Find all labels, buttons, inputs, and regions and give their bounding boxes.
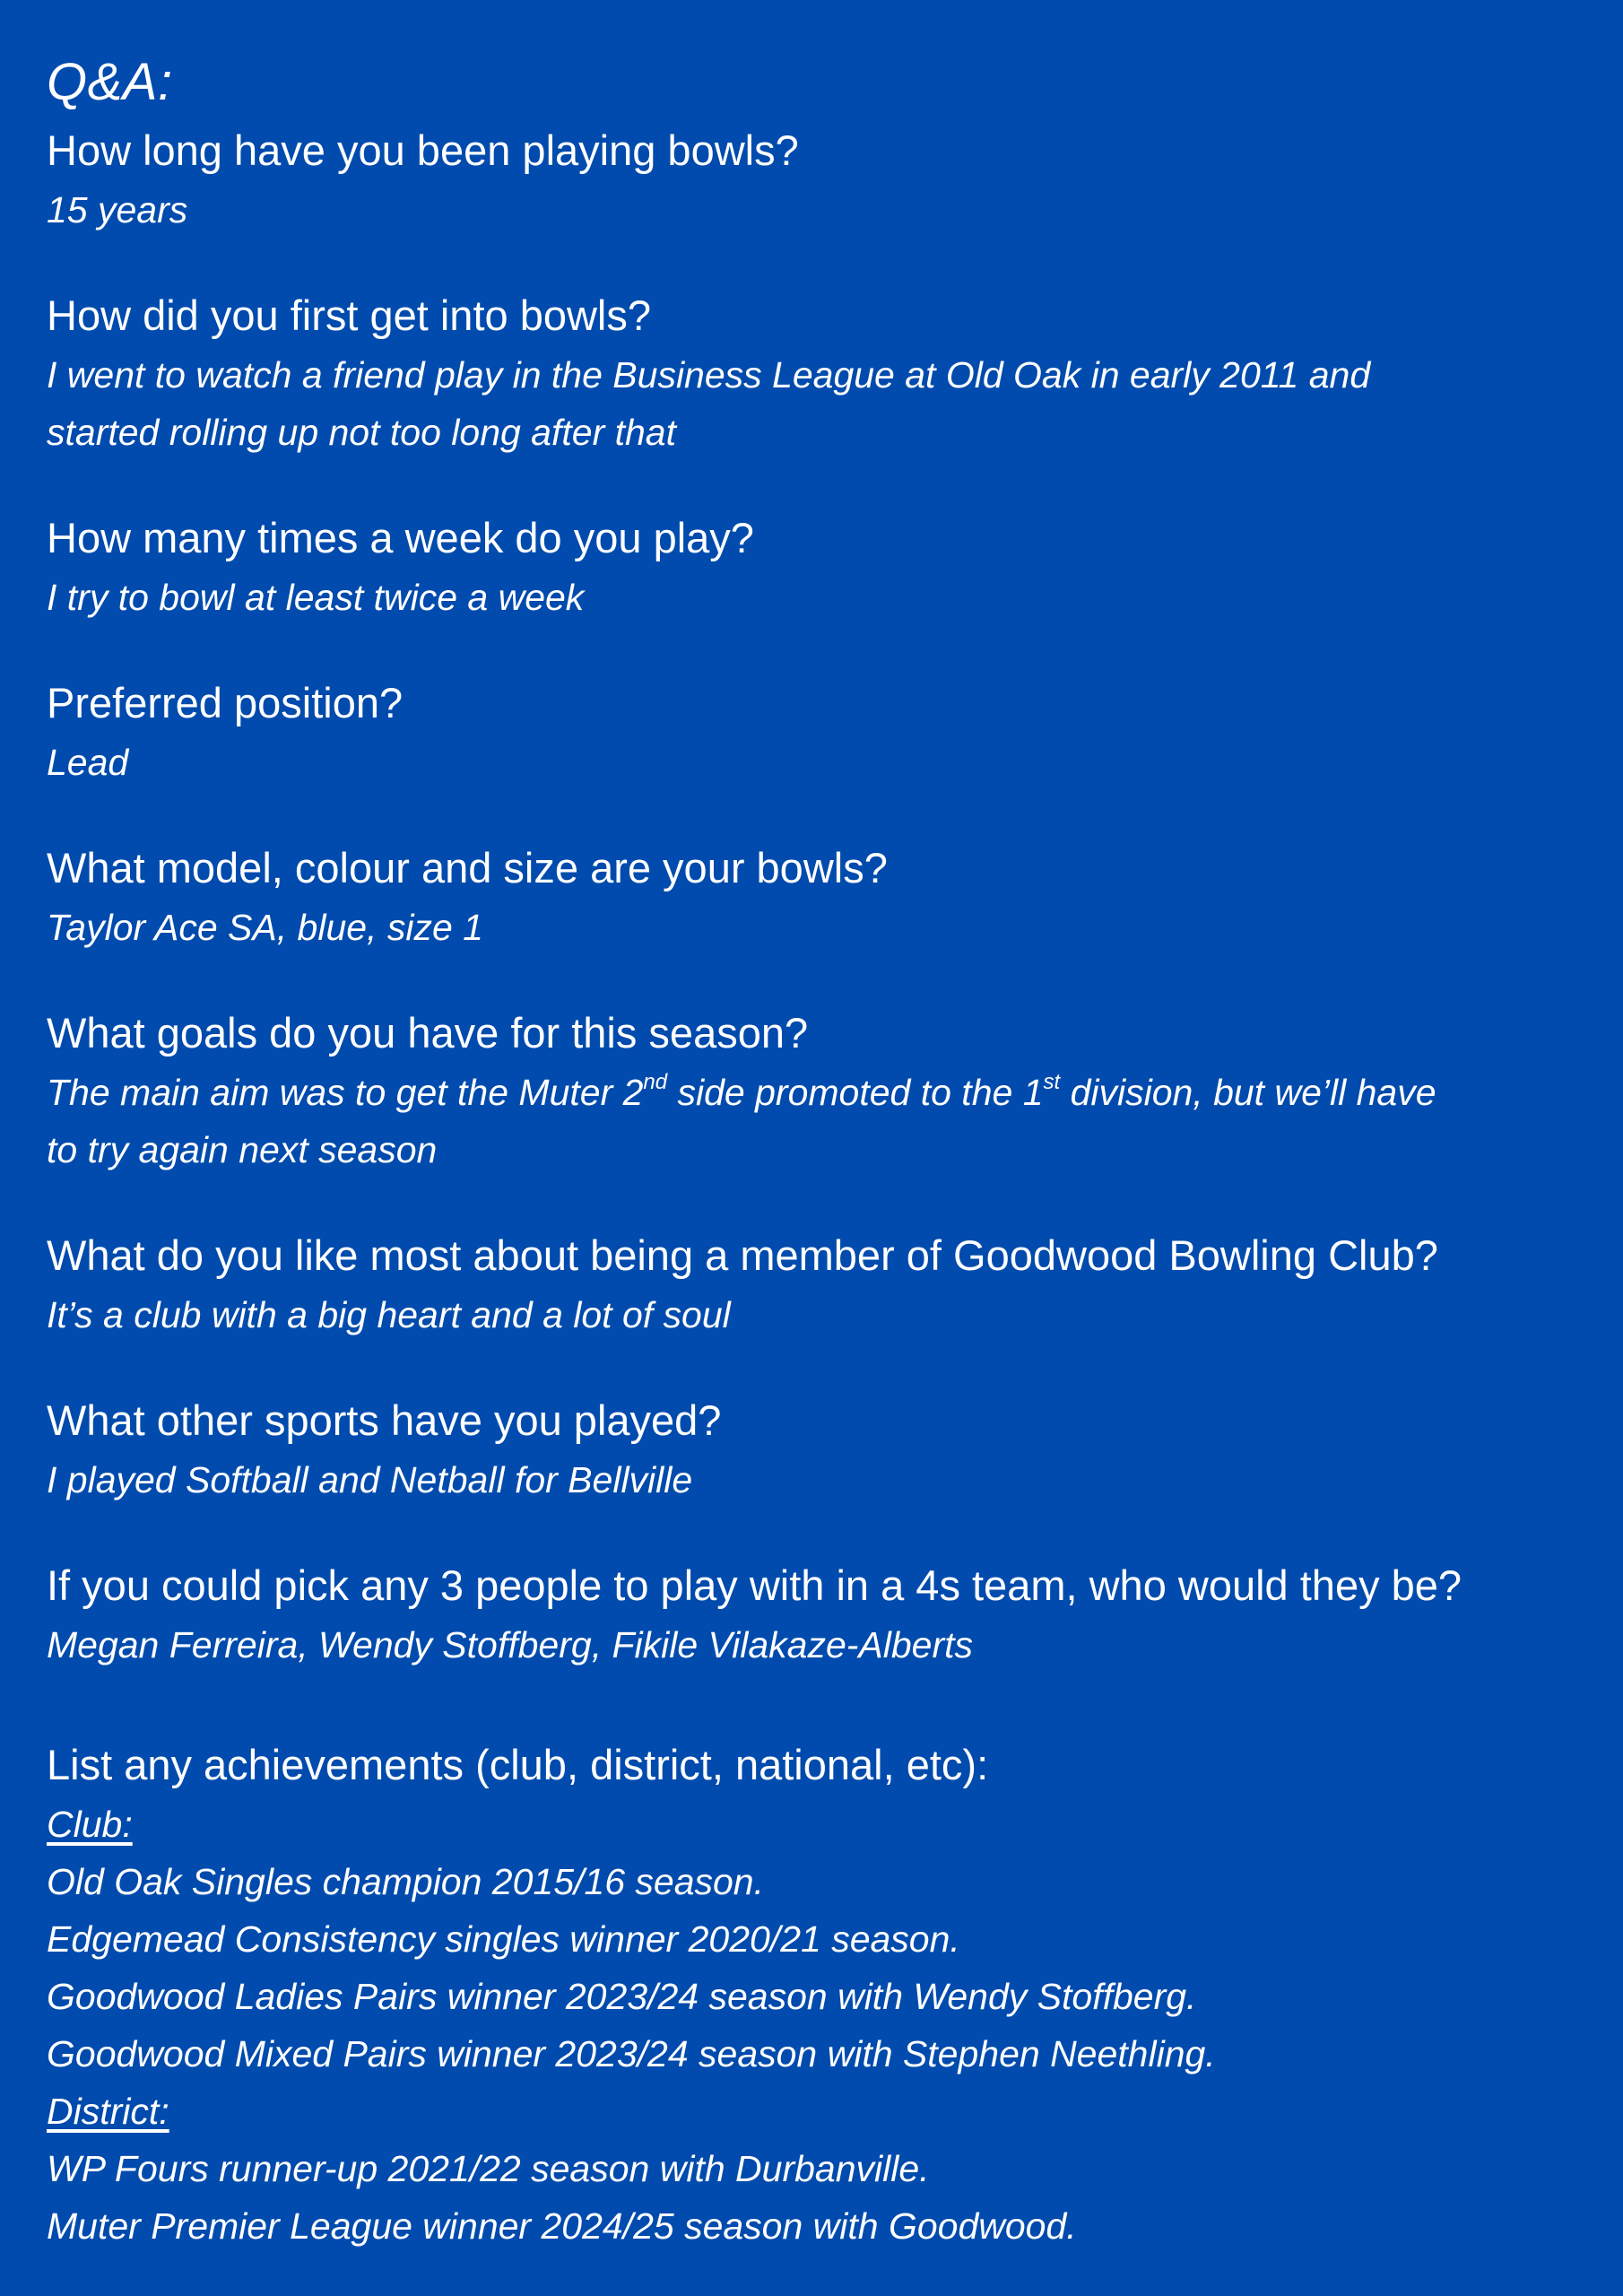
question-text: What do you like most about being a member of Goodwood Bowling Club?	[47, 1231, 1438, 1279]
qa-item-season-goals	[47, 1003, 1587, 1178]
answer-text-line-2: started rolling up not too long after that	[47, 412, 677, 453]
question-text: If you could pick any 3 people to play with in a 4s team, who would they be?	[47, 1561, 1462, 1609]
qa-item-years-playing	[47, 120, 1587, 239]
achievement-item: Goodwood Mixed Pairs winner 2023/24 season with Stephen Neethling.	[47, 2033, 1216, 2074]
answer-text: It’s a club with a big heart and a lot of soul	[47, 1294, 731, 1335]
answer-text-line-1	[47, 1064, 1587, 1121]
answer-text: 15 years	[47, 189, 188, 230]
answer-segment: The main aim was to get the Muter 2	[47, 1072, 644, 1113]
qa-item-times-per-week	[47, 508, 1587, 626]
district-heading: District:	[47, 2091, 169, 2132]
question-text: What other sports have you played?	[47, 1396, 722, 1444]
answer-text: Taylor Ace SA, blue, size 1	[47, 907, 483, 948]
achievement-item: Goodwood Ladies Pairs winner 2023/24 season with Wendy Stoffberg.	[47, 1976, 1197, 2017]
ordinal-suffix: st	[1043, 1070, 1061, 1094]
question-text: How long have you been playing bowls?	[47, 126, 799, 174]
answer-text: I try to bowl at least twice a week	[47, 577, 585, 618]
question-text: How many times a week do you play?	[47, 514, 754, 561]
achievement-item: Edgemead Consistency singles winner 2020/21 season.	[47, 1918, 960, 1960]
question-text: How did you first get into bowls?	[47, 291, 651, 339]
club-heading: Club:	[47, 1804, 133, 1845]
answer-segment: side promoted to the 1	[667, 1072, 1044, 1113]
qa-item-other-sports	[47, 1390, 1587, 1509]
qa-item-preferred-position	[47, 673, 1587, 791]
question-text: What model, colour and size are your bowls?	[47, 844, 888, 891]
question-text: List any achievements (club, district, national, etc):	[47, 1741, 989, 1788]
achievement-item: WP Fours runner-up 2021/22 season with Durbanville.	[47, 2148, 930, 2189]
answer-text-line-2: to try again next season	[47, 1129, 438, 1170]
qa-item-club-membership	[47, 1225, 1587, 1344]
answer-text: Lead	[47, 742, 129, 783]
page-title: Q&A:	[47, 53, 173, 111]
question-text: Preferred position?	[47, 679, 404, 726]
answer-text-line-1: I went to watch a friend play in the Business League at Old Oak in early 2011 and	[47, 354, 1371, 396]
answer-text: I played Softball and Netball for Bellville	[47, 1459, 693, 1500]
qa-item-achievements	[47, 1735, 1587, 2255]
answer-text: Megan Ferreira, Wendy Stoffberg, Fikile Vilakaze-Alberts	[47, 1624, 974, 1665]
ordinal-suffix: nd	[643, 1070, 668, 1094]
achievement-item: Muter Premier League winner 2024/25 season with Goodwood.	[47, 2205, 1077, 2247]
achievement-item: Old Oak Singles champion 2015/16 season.	[47, 1861, 765, 1902]
qa-item-first-got-into	[47, 285, 1587, 461]
qa-item-bowls-model	[47, 838, 1587, 956]
answer-segment: division, but we’ll have	[1060, 1072, 1436, 1113]
question-text: What goals do you have for this season?	[47, 1009, 809, 1057]
qa-item-dream-team	[47, 1555, 1587, 1674]
